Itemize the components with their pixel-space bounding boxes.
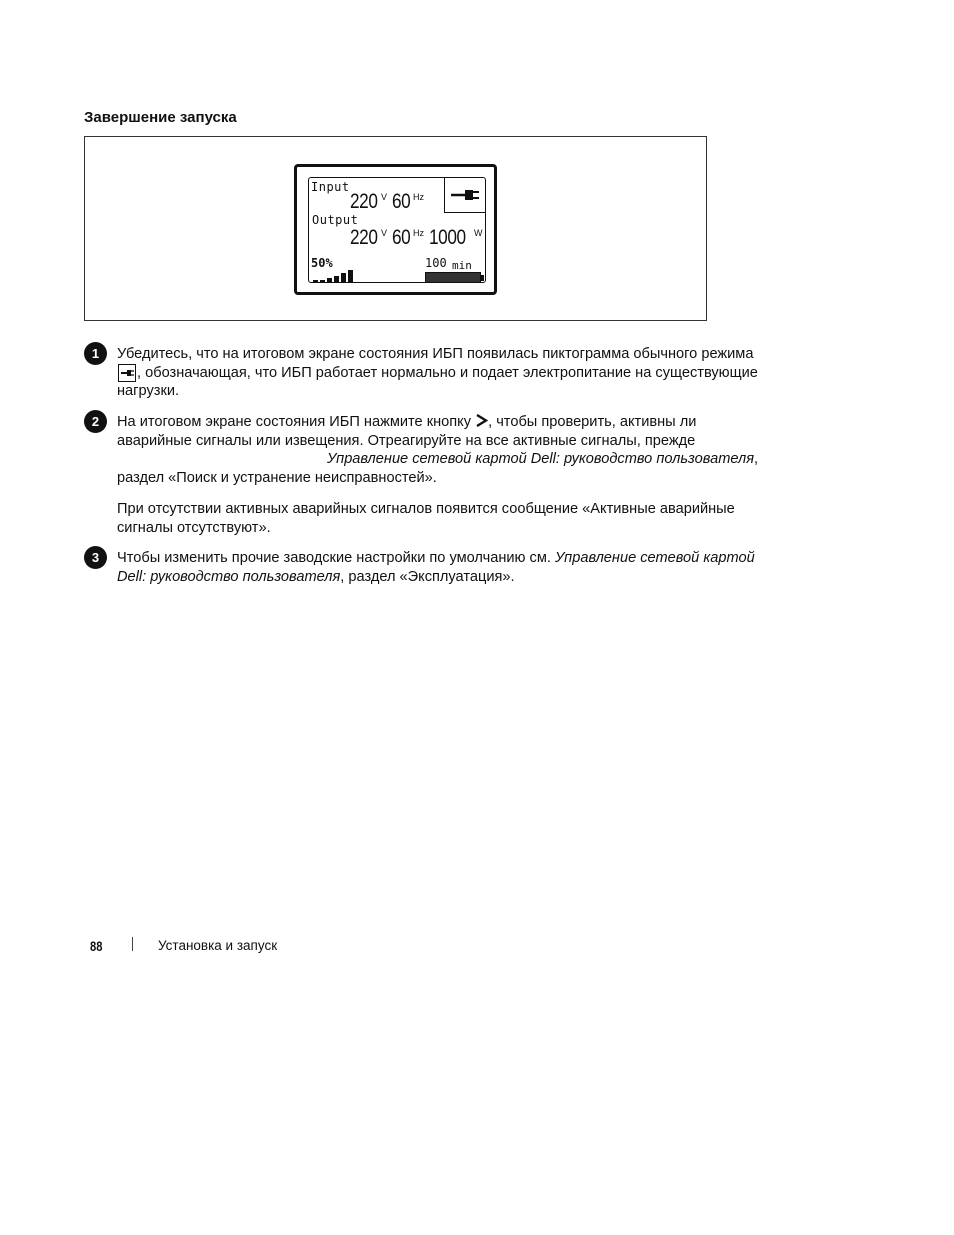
input-frequency-unit: Hz <box>413 192 424 202</box>
chapter-title: Установка и запуск <box>158 938 278 953</box>
step-3-text-a: Чтобы изменить прочие заводские настройки по умолчанию см. <box>117 550 551 566</box>
step-2-doc-title: Управление сетевой картой Dell: руководство пользователя <box>327 451 755 467</box>
load-bars-icon <box>313 270 357 282</box>
ups-lcd-display <box>294 164 497 295</box>
step-3-text-d: , раздел «Эксплуатация». <box>340 568 515 585</box>
step-1-badge: 1 <box>84 342 107 365</box>
section-heading: Завершение запуска <box>84 109 237 126</box>
step-3-doc-title: Управление сетевой картой Dell: руководство пользователя <box>117 550 755 585</box>
step-2-text-d: , раздел «Поиск и устранение неисправностей». <box>117 451 759 486</box>
step-2-text <box>117 413 767 487</box>
output-power-unit: W <box>474 228 483 238</box>
plug-icon <box>445 178 485 212</box>
step-3-badge: 3 <box>84 546 107 569</box>
step-2-badge: 2 <box>84 410 107 433</box>
lcd-figure-frame <box>84 136 707 321</box>
runtime-unit: min <box>452 259 472 272</box>
plug-icon <box>119 365 135 381</box>
output-label: Output <box>312 213 359 227</box>
battery-fill <box>426 273 480 283</box>
battery-icon <box>425 272 486 283</box>
step-1-text-b: , обозначающая, что ИБП работает нормально и подает электропитание на существующие нагрузки. <box>117 364 758 399</box>
page-number: 88 <box>90 938 103 954</box>
output-power: 1000 <box>429 226 466 249</box>
input-frequency: 60 <box>392 190 411 213</box>
step-2-text-b: , чтобы проверить, активны ли аварийные сигналы или извещения. Отреагируйте на все активные сигналы, прежде <box>117 414 697 449</box>
step-3-text <box>117 549 767 586</box>
normal-mode-icon <box>118 364 136 382</box>
output-voltage: 220 <box>350 226 378 249</box>
footer-divider <box>132 937 133 951</box>
step-2-text-a: На итоговом экране состояния ИБП нажмите кнопку <box>117 414 472 430</box>
output-frequency-unit: Hz <box>413 228 424 238</box>
chevron-right-icon <box>475 414 488 427</box>
lcd-screen <box>308 177 486 283</box>
input-voltage-unit: V <box>381 192 388 202</box>
load-percent: 50% <box>311 256 333 270</box>
runtime-value: 100 <box>425 256 447 270</box>
output-frequency: 60 <box>392 226 411 249</box>
step-1-text <box>117 345 767 401</box>
input-voltage: 220 <box>350 190 378 213</box>
step-1-text-a: Убедитесь, что на итоговом экране состояния ИБП появилась пиктограмма обычного режима <box>117 346 754 362</box>
normal-mode-indicator <box>444 177 486 213</box>
output-voltage-unit: V <box>381 228 388 238</box>
step-2-note: При отсутствии активных аварийных сигналов появится сообщение «Активные аварийные сигналы отсутствуют». <box>117 501 735 536</box>
input-label: Input <box>311 180 350 194</box>
